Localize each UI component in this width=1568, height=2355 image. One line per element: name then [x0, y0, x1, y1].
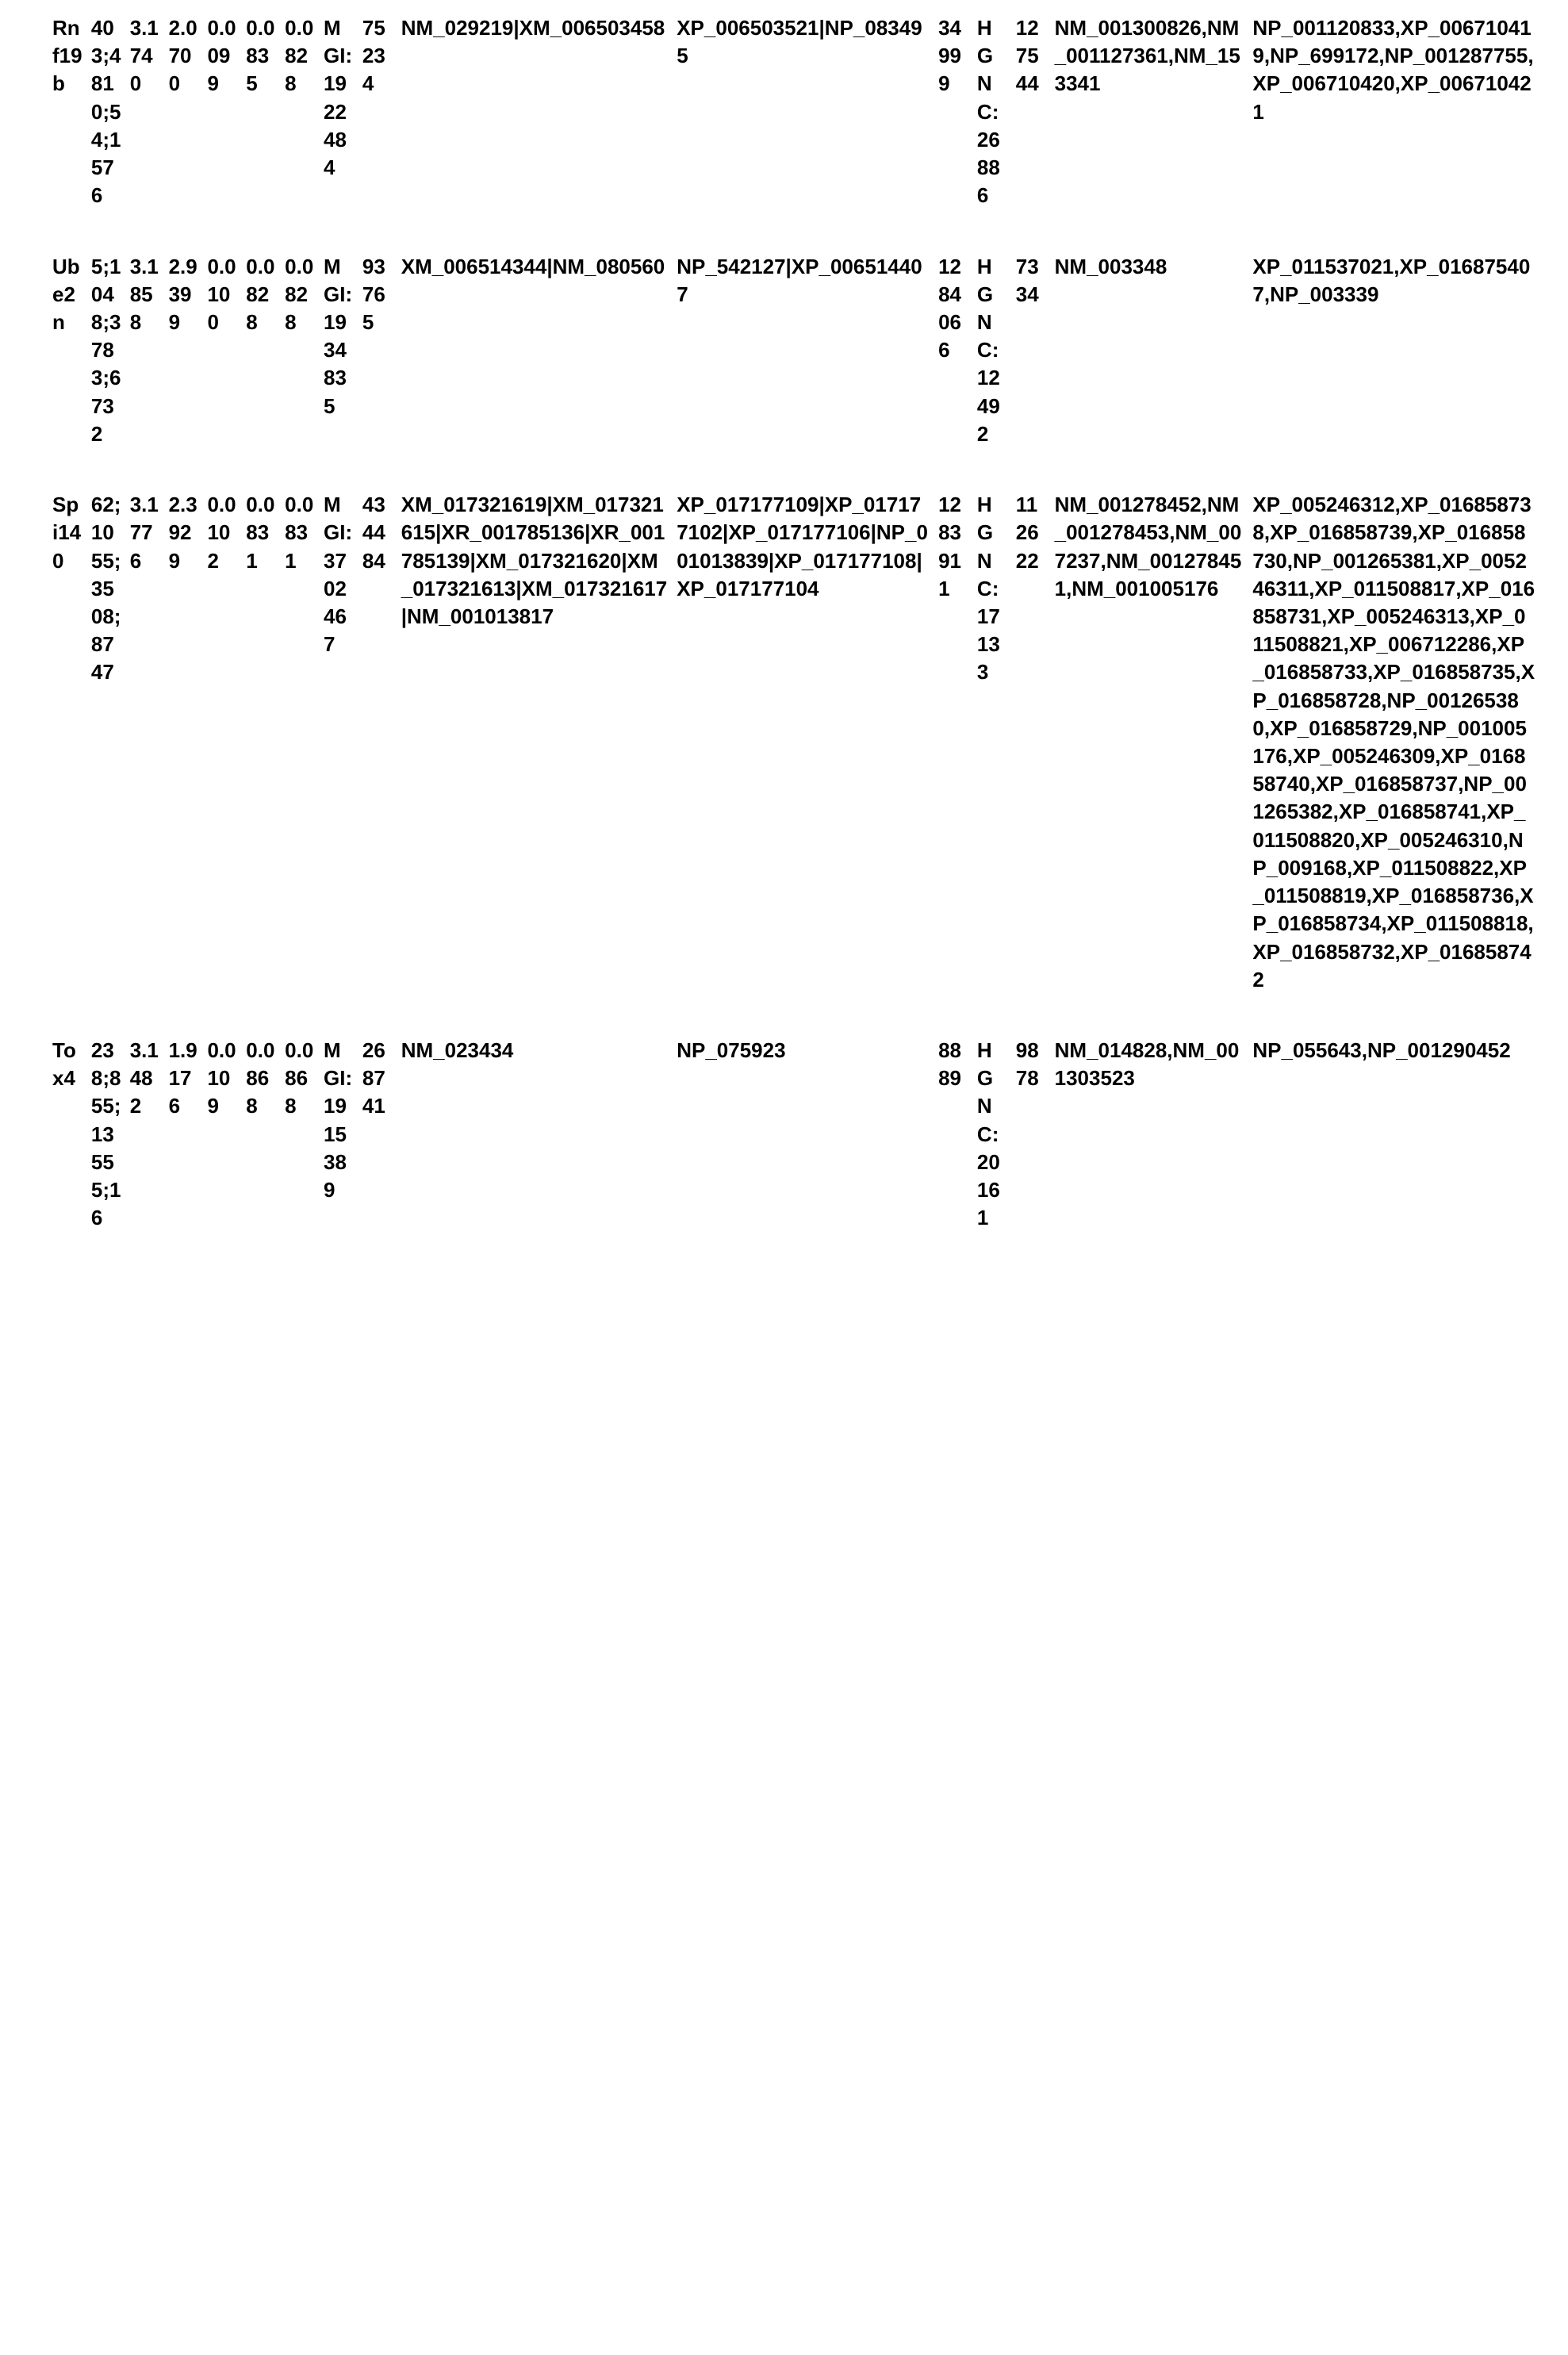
row-spacer-cell: [52, 448, 1543, 491]
cell-position: 62;1055;3508;8747: [90, 493, 121, 685]
cell-mouse-protein: XP_017177109|XP_017177102|XP_017177106|NP_001013839|XP_017177108|XP_017177104: [677, 493, 928, 600]
cell-value-a: 3.1776: [129, 493, 159, 573]
cell-mouse-protein: XP_006503521|NP_083495: [677, 16, 922, 68]
table-row: [52, 491, 1543, 994]
cell-entrez-human: 127544: [1015, 16, 1039, 96]
gene-data-table: [52, 14, 1543, 1233]
cell-value-b: 1.9176: [168, 1038, 197, 1118]
cell-human-nucleotide: NM_001300826,NM_001127361,NM_153341: [1054, 16, 1240, 96]
cell-entrez-human: 9878: [1015, 1038, 1039, 1091]
cell-hgnc-id: HGNC:20161: [976, 1038, 1000, 1230]
cell-mgi-id: MGI:1934835: [324, 254, 353, 418]
cell-symbol: Tox4: [52, 1038, 76, 1091]
cell-mouse-nucleotide: XM_006514344|NM_080560: [401, 254, 665, 278]
cell-mouse-protein: NP_075923: [677, 1038, 786, 1062]
table-row: [52, 14, 1543, 210]
cell-entrez-mouse: 268741: [362, 1038, 385, 1118]
cell-mouse-protein: NP_542127|XP_006514407: [677, 254, 922, 306]
cell-mouse-nucleotide: NM_029219|XM_006503458: [401, 16, 665, 40]
row-spacer: [52, 448, 1543, 491]
cell-position: 238;855;13555;16: [90, 1038, 121, 1230]
cell-entrez-human: 112622: [1015, 493, 1039, 573]
cell-symbol: Ube2n: [52, 254, 80, 334]
cell-human-protein: NP_055643,NP_001290452: [1252, 1038, 1511, 1062]
cell-qvalue-2: 0.0868: [285, 1038, 314, 1118]
cell-hgnc-id: HGNC:26886: [976, 16, 1000, 208]
cell-entrez-mouse: 434484: [362, 493, 385, 573]
cell-hgnc-id: HGNC:17133: [976, 493, 1000, 685]
cell-entrez-mouse: 75234: [362, 16, 385, 96]
cell-mouse-nucleotide: XM_017321619|XM_017321615|XR_001785136|XR_001785139|XM_017321620|XM_017321613|XM_017321617|NM_001013817: [401, 493, 668, 628]
cell-human-protein: XP_005246312,XP_016858738,XP_016858739,XP_016858730,NP_001265381,XP_005246311,XP_011508817,XP_016858731,XP_005246313,XP_011508821,XP_006712286,XP_016858733,XP_016858735,XP_016858728,NP_001265380,XP_016858729,NP_001005176,XP_005246309,XP_016858740,XP_016858737,NP_001265382,XP_016858741,XP_011508820,XP_005246310,NP_009168,XP_011508822,XP_011508819,XP_016858736,XP_016858734,XP_011508818,XP_016858732,XP_016858742: [1252, 493, 1535, 991]
cell-value-b: 2.3929: [168, 493, 197, 573]
cell-value-a: 3.1482: [129, 1038, 159, 1118]
cell-homologene: 1284066: [938, 254, 961, 362]
cell-value-a: 3.1740: [129, 16, 159, 96]
cell-human-protein: NP_001120833,XP_006710419,NP_699172,NP_001287755,XP_006710420,XP_006710421: [1252, 16, 1534, 124]
cell-mgi-id: MGI:1915389: [324, 1038, 353, 1202]
cell-position: 5;1048;3783;6732: [90, 254, 121, 446]
cell-entrez-mouse: 93765: [362, 254, 385, 334]
cell-homologene: 8889: [938, 1038, 961, 1091]
cell-qvalue-1: 0.0868: [246, 1038, 275, 1118]
cell-qvalue-1: 0.0831: [246, 493, 275, 573]
row-spacer: [52, 994, 1543, 1037]
cell-entrez-human: 7334: [1015, 254, 1039, 306]
cell-pvalue: 0.0099: [207, 16, 236, 96]
cell-pvalue: 0.0109: [207, 1038, 236, 1118]
cell-position: 403;4810;54;1576: [90, 16, 121, 208]
table-row: [52, 253, 1543, 449]
cell-qvalue-2: 0.0828: [285, 16, 314, 96]
row-spacer: [52, 210, 1543, 253]
cell-qvalue-1: 0.0835: [246, 16, 275, 96]
cell-human-protein: XP_011537021,XP_016875407,NP_003339: [1252, 254, 1531, 306]
cell-value-b: 2.9399: [168, 254, 197, 334]
cell-pvalue: 0.0102: [207, 493, 236, 573]
cell-hgnc-id: HGNC:12492: [976, 254, 1000, 446]
cell-symbol: Spi140: [52, 493, 82, 573]
table-row: [52, 1037, 1543, 1233]
table-body: [52, 14, 1543, 1233]
row-spacer-cell: [52, 210, 1543, 253]
cell-mgi-id: MGI:3702467: [324, 493, 353, 657]
cell-symbol: Rnf19b: [52, 16, 82, 96]
cell-mouse-nucleotide: NM_023434: [401, 1038, 514, 1062]
row-spacer-cell: [52, 994, 1543, 1037]
cell-qvalue-1: 0.0828: [246, 254, 275, 334]
cell-homologene: 34999: [938, 16, 961, 96]
cell-qvalue-2: 0.0828: [285, 254, 314, 334]
cell-pvalue: 0.0100: [207, 254, 236, 334]
cell-human-nucleotide: NM_003348: [1054, 254, 1167, 278]
cell-human-nucleotide: NM_001278452,NM_001278453,NM_007237,NM_001278451,NM_001005176: [1054, 493, 1242, 600]
cell-human-nucleotide: NM_014828,NM_001303523: [1054, 1038, 1240, 1091]
cell-value-a: 3.1858: [129, 254, 159, 334]
cell-value-b: 2.0700: [168, 16, 197, 96]
cell-homologene: 1283911: [938, 493, 961, 600]
cell-qvalue-2: 0.0831: [285, 493, 314, 573]
cell-mgi-id: MGI:1922484: [324, 16, 353, 180]
